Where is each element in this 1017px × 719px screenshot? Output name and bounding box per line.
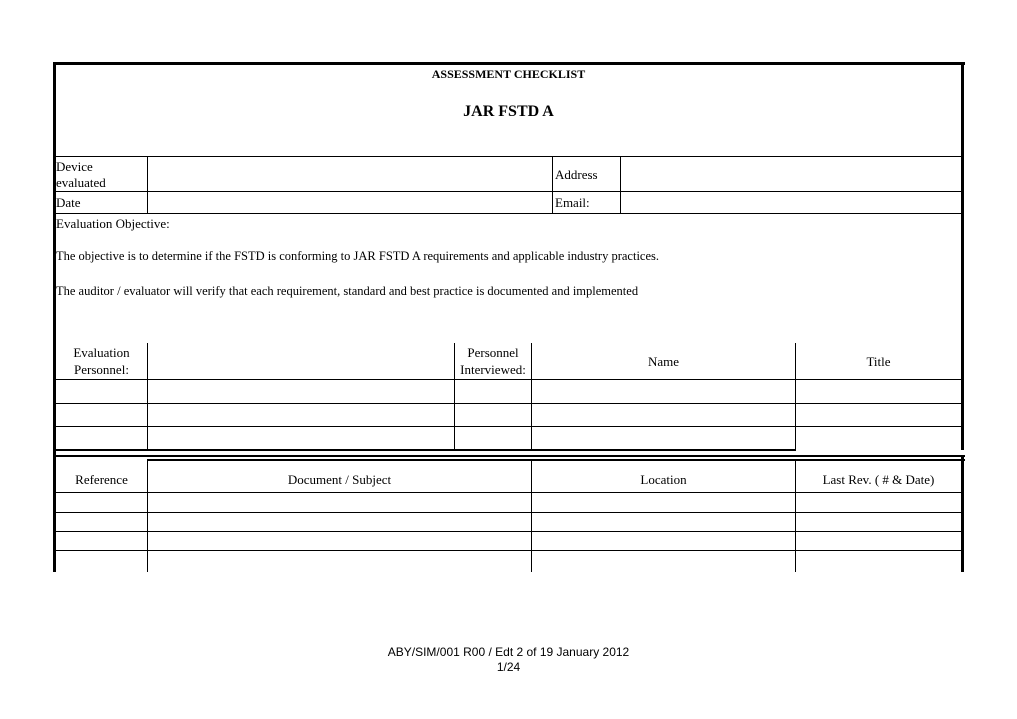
checklist-subtitle: ASSESSMENT CHECKLIST	[431, 67, 586, 81]
device-label-line2: evaluated	[56, 175, 106, 190]
rule-personnel-col1	[147, 343, 148, 450]
rule-date-bottom	[56, 213, 962, 214]
footer-page-number: 1/24	[496, 660, 521, 674]
device-evaluated-field[interactable]	[148, 157, 552, 191]
document-subject-column-header: Document / Subject	[287, 472, 392, 487]
address-label: Address	[555, 167, 598, 182]
address-field[interactable]	[621, 157, 961, 191]
rule-doc-row1	[56, 512, 962, 513]
rule-device-col2	[552, 156, 553, 213]
rule-personnel-row2	[56, 426, 962, 427]
footer-document-reference: ABY/SIM/001 R00 / Edt 2 of 19 January 2012	[387, 645, 630, 659]
last-revision-column-header: Last Rev. ( # & Date)	[822, 472, 935, 487]
title-column-header: Title	[866, 354, 891, 369]
frame-left-border	[53, 62, 56, 572]
objective-heading: Evaluation Objective:	[56, 216, 170, 231]
email-field[interactable]	[621, 192, 961, 213]
frame-right-border-upper	[961, 62, 964, 450]
location-column-header: Location	[640, 472, 687, 487]
device-label-line1: Device	[56, 159, 93, 174]
reference-column-header: Reference	[75, 472, 128, 487]
personnel-interviewed-label-1: Personnel	[467, 345, 519, 360]
email-label: Email:	[555, 195, 590, 210]
date-field[interactable]	[148, 192, 552, 213]
evaluation-personnel-label-1: Evaluation	[73, 345, 130, 360]
name-column-header: Name	[647, 354, 680, 369]
rule-doc-header-bottom	[56, 492, 962, 493]
rule-personnel-row3	[56, 449, 796, 451]
objective-text-1: The objective is to determine if the FSTD is conforming to JAR FSTD A requirements and applicable industry practices.	[56, 249, 660, 263]
objective-text-2: The auditor / evaluator will verify that each requirement, standard and best practice is documented and implemented	[56, 284, 639, 298]
personnel-interviewed-label-2: Interviewed:	[460, 362, 526, 377]
page-title: JAR FSTD A	[463, 103, 554, 120]
frame-top-border	[53, 62, 965, 65]
rule-doc-row2	[56, 531, 962, 532]
rule-doc-top-1	[56, 455, 965, 457]
frame-right-border-lower	[961, 455, 964, 572]
rule-personnel-row1	[56, 403, 962, 404]
date-label: Date	[56, 195, 81, 210]
evaluation-personnel-label-2: Personnel:	[74, 362, 129, 377]
rule-personnel-header-bottom	[56, 379, 962, 380]
rule-doc-row3	[56, 550, 962, 551]
rule-doc-top-2	[147, 459, 965, 461]
